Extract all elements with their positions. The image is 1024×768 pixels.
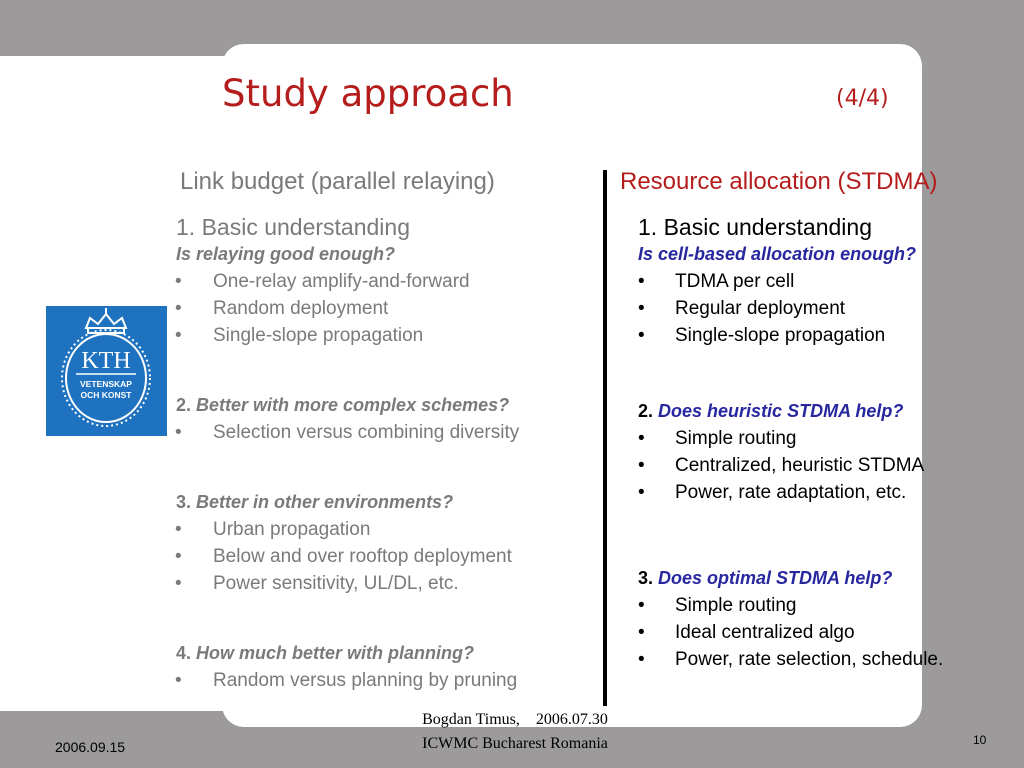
list-item: • Ideal centralized algo: [638, 622, 855, 643]
logo-text-line2: OCH KONST: [80, 390, 132, 400]
left-item-2: [176, 392, 519, 446]
right-item-1-question: Is cell-based allocation enough?: [638, 244, 917, 264]
list-item: • One-relay amplify-and-forward: [175, 271, 470, 292]
right-column: [620, 166, 943, 673]
list-item: • Regular deployment: [638, 298, 846, 319]
footer-event-line: ICWMC Bucharest Romania: [422, 735, 608, 752]
list-item: • Single-slope propagation: [175, 325, 424, 346]
list-item: • Selection versus combining diversity: [175, 422, 520, 443]
left-item-1-heading: 1. Basic understanding: [176, 214, 410, 240]
slide-title: Study approach: [222, 72, 514, 115]
right-item-1-heading: 1. Basic understanding: [638, 214, 872, 240]
left-item-1-question: Is relaying good enough?: [176, 244, 396, 264]
right-item-2-question: 2. Does heuristic STDMA help?: [638, 401, 904, 421]
list-item: • Power, rate selection, schedule.: [638, 649, 944, 670]
left-item-4: [176, 640, 519, 694]
list-item: • Below and over rooftop deployment: [175, 546, 512, 567]
list-item: • Random versus planning by pruning: [175, 670, 518, 691]
right-item-3: [620, 565, 943, 673]
slide-part-indicator: (4/4): [836, 86, 889, 111]
list-item: • Urban propagation: [175, 519, 371, 540]
footer-date: 2006.09.15: [55, 739, 126, 755]
left-item-1: [176, 214, 519, 349]
left-column-heading: Link budget (parallel relaying): [180, 168, 495, 195]
right-column-heading: Resource allocation (STDMA): [620, 168, 938, 195]
right-item-1: [620, 214, 943, 349]
left-column: [176, 166, 519, 694]
footer-author-event: [390, 708, 640, 756]
list-item: • Simple routing: [638, 428, 797, 449]
column-divider: [603, 170, 607, 706]
left-item-3: [176, 489, 519, 597]
kth-logo-icon: [46, 306, 167, 436]
list-item: • Power, rate adaptation, etc.: [638, 482, 907, 503]
list-item: • Single-slope propagation: [638, 325, 886, 346]
logo-main-text: KTH: [81, 348, 131, 374]
kth-logo: [46, 306, 167, 436]
list-item: • TDMA per cell: [638, 271, 795, 292]
footer-author-line: Bogdan Timus, 2006.07.30: [422, 711, 608, 728]
left-item-3-question: 3. Better in other environments?: [176, 492, 454, 512]
left-item-4-question: 4. How much better with planning?: [176, 643, 475, 663]
left-item-2-question: 2. Better with more complex schemes?: [176, 395, 510, 415]
list-item: • Centralized, heuristic STDMA: [638, 455, 925, 476]
list-item: • Simple routing: [638, 595, 797, 616]
logo-text-line1: VETENSKAP: [80, 379, 132, 389]
right-item-3-question: 3. Does optimal STDMA help?: [638, 568, 893, 588]
list-item: • Power sensitivity, UL/DL, etc.: [175, 573, 459, 594]
right-item-2: [620, 398, 943, 506]
page-number: 10: [973, 733, 987, 747]
list-item: • Random deployment: [175, 298, 389, 319]
